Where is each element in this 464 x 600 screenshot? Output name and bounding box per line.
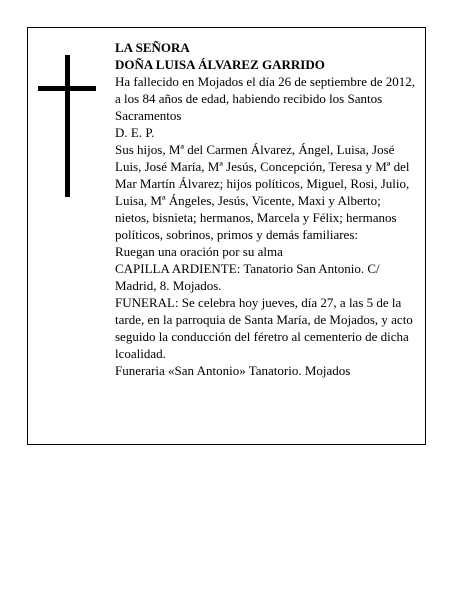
rip-line: D. E. P. (115, 125, 155, 140)
chapel-info: CAPILLA ARDIENTE: Tanatorio San Antonio. C/ Madrid, 8. Mojados. (115, 261, 380, 293)
deceased-name: DOÑA LUISA ÁLVAREZ GARRIDO (115, 57, 325, 72)
family-list: Sus hijos, Mª del Carmen Álvarez, Ángel, Luisa, José Luis, José María, Mª Jesús, Concepción, Teresa y Mª del Mar Martín Álvarez; hijos políticos, Miguel, Rosi, Julio, Luisa, Mª Ángeles, Jesús, Vicente, Maxi y Alberto; nietos, bisnieta; hermanos, Marcela y Félix; hermanos políticos, sobrinos, primos y demás familiares: (115, 142, 410, 242)
obituary-text (115, 39, 418, 379)
cross-vertical-bar (65, 55, 70, 197)
funeral-info: FUNERAL: Se celebra hoy jueves, día 27, a las 5 de la tarde, en la parroquia de Santa María, de Mojados, y acto seguido la conducción del féretro al cementerio de dicha lcoalidad. (115, 295, 413, 361)
prayer-request: Ruegan una oración por su alma (115, 244, 283, 259)
notice-title: LA SEÑORA (115, 40, 190, 55)
cross-horizontal-bar (38, 86, 96, 91)
cross-icon (38, 55, 96, 197)
death-statement: Ha fallecido en Mojados el día 26 de septiembre de 2012, a los 84 años de edad, habiendo recibido los Santos Sacramentos (115, 74, 415, 123)
funeral-home: Funeraria «San Antonio» Tanatorio. Mojados (115, 363, 351, 378)
